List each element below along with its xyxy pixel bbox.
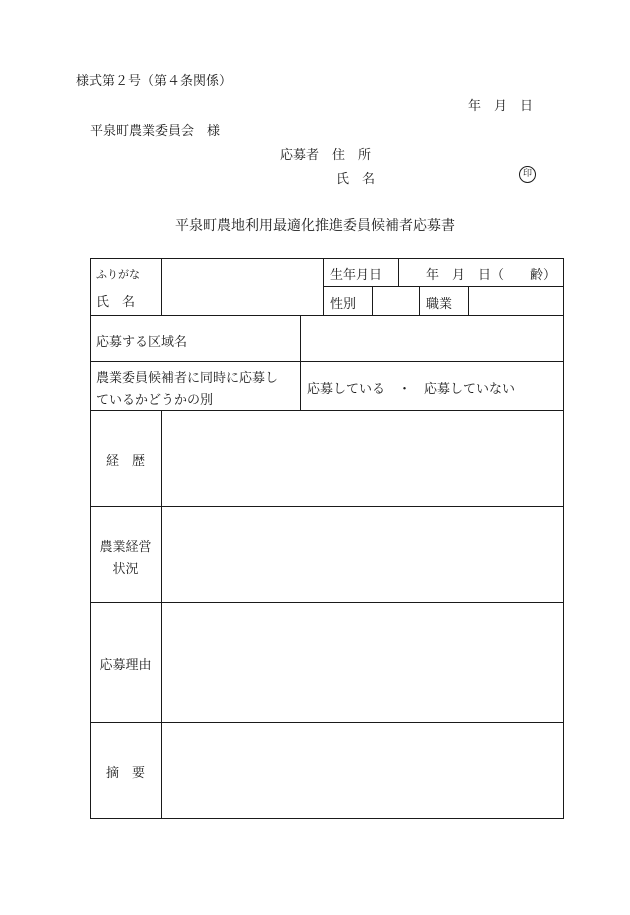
column-divider [468, 286, 469, 315]
column-divider [300, 315, 301, 410]
farming-label-line2: 状況 [112, 562, 139, 577]
concurrent-label-line2: ているかどうかの別 [96, 393, 214, 408]
sex-label: 性別 [330, 297, 357, 312]
furigana-label: ふりがな [96, 268, 140, 281]
document-title: 平泉町農地利用最適化推進委員候補者応募書 [175, 218, 455, 234]
occupation-label: 職業 [426, 297, 453, 312]
row-divider [90, 361, 564, 362]
column-divider [161, 258, 162, 315]
seal-mark: 印 [519, 166, 536, 183]
column-divider [372, 286, 373, 315]
name-label: 氏 名 [96, 295, 136, 310]
row-divider [323, 286, 564, 287]
row-divider [90, 315, 564, 316]
form-number: 様式第２号（第４条関係） [76, 74, 233, 89]
column-divider [323, 258, 324, 315]
reason-label: 応募理由 [99, 658, 152, 673]
addressee: 平泉町農業委員会 様 [90, 124, 221, 139]
concurrent-options: 応募している ・ 応募していない [307, 382, 516, 397]
concurrent-label-line1: 農業委員候補者に同時に応募し [96, 371, 279, 386]
applicant-address-label: 応募者 住 所 [280, 148, 372, 163]
column-divider [419, 286, 420, 315]
district-label: 応募する区域名 [96, 335, 188, 350]
column-divider [398, 258, 399, 286]
birthdate-label: 生年月日 [330, 268, 383, 283]
applicant-name-label: 氏 名 [336, 172, 376, 187]
remarks-label: 摘 要 [105, 766, 145, 781]
farming-label-line1: 農業経営 [99, 540, 152, 555]
date-line: 年 月 日 [468, 99, 534, 114]
column-divider [161, 410, 162, 819]
career-label: 経 歴 [105, 454, 145, 469]
birthdate-format: 年 月 日（ 齢） [426, 268, 557, 283]
